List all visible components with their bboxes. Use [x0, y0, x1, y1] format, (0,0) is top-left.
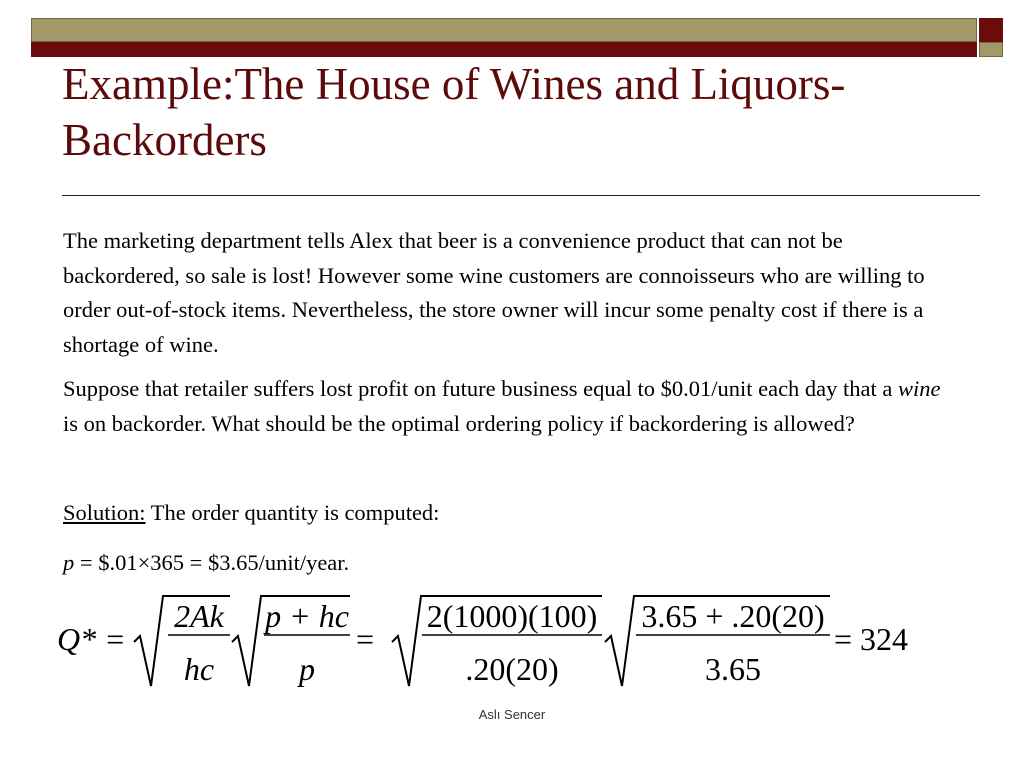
footer-author: Aslı Sencer [478, 707, 546, 722]
decor-bar-maroon [31, 42, 977, 57]
paragraph-backorder-before: Suppose that retailer suffers lost profit on future business equal to $0.01/unit each day that a [63, 376, 899, 401]
paragraph-backorder-italic: wine [898, 376, 941, 401]
formula-result: = 324 [834, 621, 909, 657]
paragraph-backorder-after: is on backorder. What should be the optimal ordering policy if backordering is allowed? [63, 410, 855, 436]
solution-label: Solution: [63, 500, 146, 525]
frac2-numerator: p + hc [265, 598, 349, 634]
frac1-numerator: 2Ak [174, 598, 224, 634]
frac1-denominator: hc [183, 651, 215, 687]
p-variable: p [63, 550, 75, 575]
eoq-formula [50, 590, 950, 700]
frac2-denominator: p [299, 651, 315, 687]
slide-title: Example:The House of Wines and Liquors-Backorders [62, 59, 846, 165]
paragraph-marketing: The marketing department tells Alex that beer is a convenience product that can not be backordered, so sale is lost! However some wine customers are connoisseurs who are willing to order out-of-stock items. Nevertheless, the store owner will incur some penalty cost if there is a shortage of wine. [63, 228, 925, 357]
decor-square-olive [979, 42, 1003, 57]
formula-lhs: Q* = [57, 621, 126, 657]
solution-text: The order quantity is computed: [145, 500, 440, 525]
frac3-numerator: 2(1000)(100) [426, 598, 598, 634]
solution-line [63, 496, 943, 531]
formula-equals: = [356, 621, 375, 657]
frac4-denominator: 3.65 [705, 651, 761, 687]
title-divider [62, 195, 980, 196]
paragraph-backorder [63, 372, 943, 441]
frac4-numerator: 3.65 + .20(20) [641, 598, 825, 634]
p-computation [63, 546, 943, 581]
decor-square-maroon [979, 18, 1003, 42]
eoq-formula-svg [50, 590, 950, 700]
decor-bar-olive [31, 18, 977, 42]
frac3-denominator: .20(20) [465, 651, 559, 687]
p-computation-text: = $.01×365 = $3.65/unit/year. [74, 550, 350, 575]
